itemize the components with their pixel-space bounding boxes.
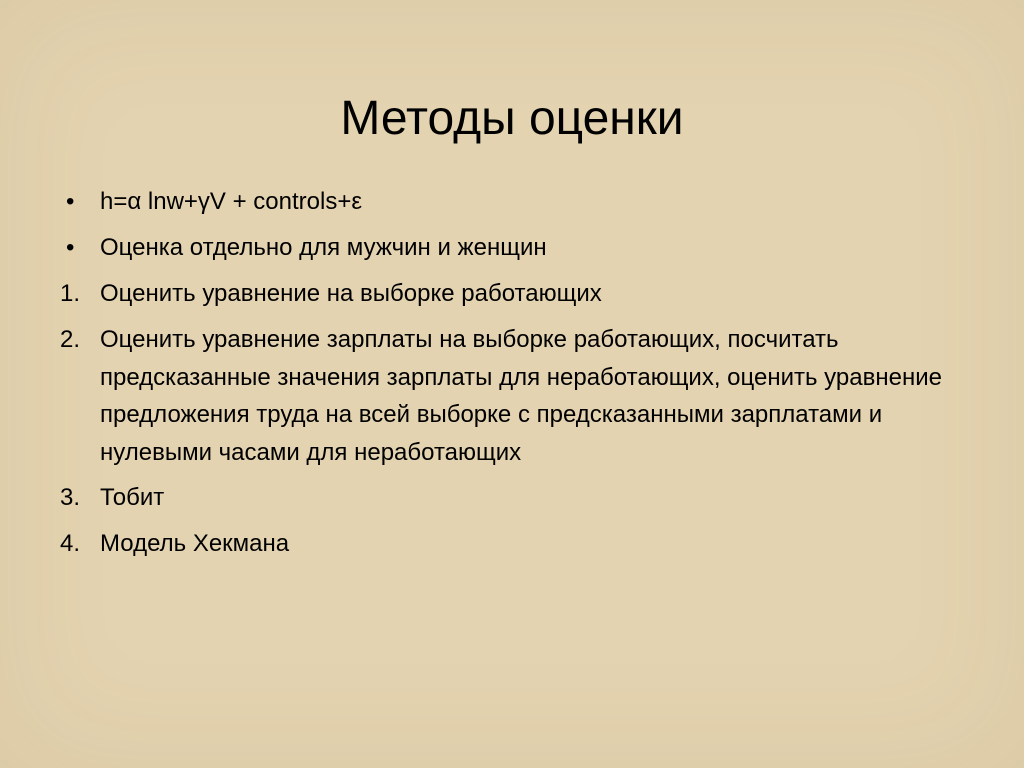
list-item: [54, 229, 974, 267]
list-item: [54, 479, 974, 517]
list-item-text: Оценить уравнение зарплаты на выборке работающих, посчитать предсказанные значения зарплаты для неработающих, оценить уравнение предложения труда на всей выборке с предсказанными зарплатами и нулевыми часами для неработающих: [100, 326, 942, 466]
number-marker: 4.: [60, 530, 81, 557]
slide-content: [54, 183, 974, 571]
slide-title: Методы оценки: [340, 92, 684, 145]
list-item-text: Модель Хекмана: [100, 530, 290, 557]
bullet-marker: •: [66, 234, 75, 261]
list-item-text: Оценить уравнение на выборке работающих: [100, 280, 602, 307]
bullet-marker: •: [66, 188, 75, 215]
number-marker: 2.: [60, 326, 81, 353]
list-item-text: Оценка отдельно для мужчин и женщин: [100, 234, 547, 261]
list-item: [54, 321, 974, 471]
list-item-text: Тобит: [100, 484, 165, 511]
number-marker: 1.: [60, 280, 81, 307]
list-item-text: h=α lnw+γV + controls+ε: [100, 188, 363, 215]
list-item: [54, 183, 974, 221]
number-marker: 3.: [60, 484, 81, 511]
list-item: [54, 275, 974, 313]
list-item: [54, 525, 974, 563]
